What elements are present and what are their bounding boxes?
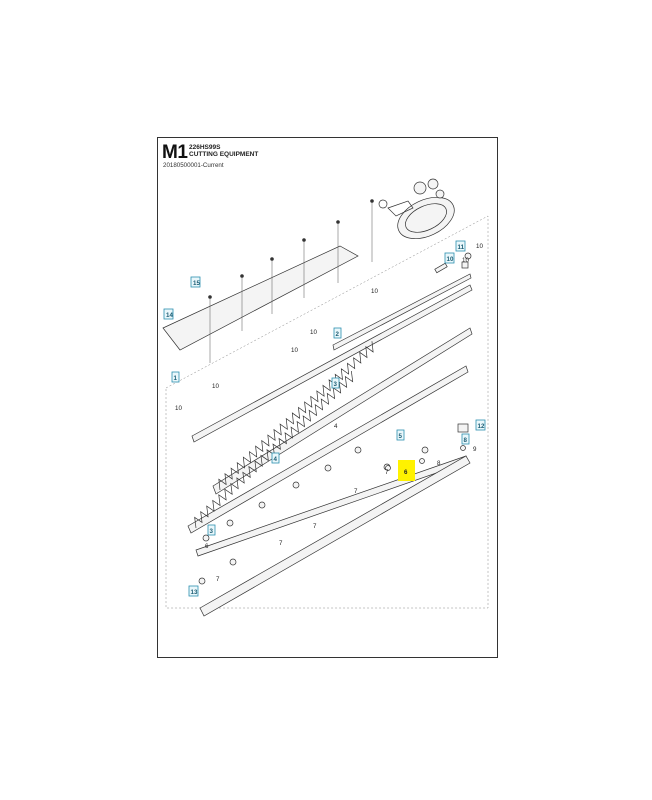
callout-13[interactable] [189, 586, 198, 596]
svg-text:8: 8 [463, 437, 467, 444]
callout-6-highlight[interactable] [398, 460, 415, 481]
svg-text:7: 7 [385, 469, 389, 476]
callout-12[interactable] [476, 420, 485, 430]
callout-2[interactable] [334, 328, 341, 338]
svg-text:14: 14 [166, 312, 173, 319]
svg-text:12: 12 [477, 423, 485, 430]
svg-text:2: 2 [335, 331, 339, 338]
svg-text:6: 6 [205, 543, 209, 550]
callout-10-box[interactable] [445, 253, 454, 263]
svg-text:10: 10 [175, 405, 182, 412]
svg-text:10: 10 [446, 256, 454, 263]
callout-5[interactable] [397, 430, 404, 440]
model-number: 226HS99S [189, 144, 221, 151]
svg-text:10: 10 [476, 243, 483, 250]
svg-text:10: 10 [291, 347, 298, 354]
callout-3-top[interactable] [332, 378, 339, 388]
section-code: M1 [162, 142, 188, 163]
callout-1[interactable] [172, 372, 179, 382]
svg-text:6: 6 [404, 469, 408, 476]
svg-text:7: 7 [216, 576, 220, 583]
clamp-bar [333, 274, 471, 350]
svg-text:3: 3 [209, 528, 213, 535]
svg-text:10: 10 [462, 257, 469, 264]
callout-3-bottom[interactable] [208, 525, 215, 535]
callout-15[interactable] [191, 277, 200, 287]
svg-text:8: 8 [437, 460, 441, 467]
svg-text:1: 1 [173, 375, 177, 382]
svg-text:9: 9 [473, 446, 477, 453]
svg-text:4: 4 [334, 423, 338, 430]
callout-8[interactable] [462, 434, 469, 444]
svg-text:10: 10 [212, 383, 219, 390]
callout-11[interactable] [456, 241, 465, 251]
svg-text:3: 3 [333, 381, 337, 388]
diagram-sheet [157, 137, 498, 658]
serial-range: 20180500001-Current [163, 162, 224, 169]
blade-guard [163, 246, 358, 350]
callout-14[interactable] [164, 309, 173, 319]
svg-text:13: 13 [190, 589, 198, 596]
section-title: CUTTING EQUIPMENT [189, 151, 259, 158]
svg-text:11: 11 [457, 244, 465, 251]
callout-4-top[interactable] [272, 453, 279, 463]
svg-text:5: 5 [398, 433, 402, 440]
svg-text:7: 7 [279, 540, 283, 547]
svg-text:15: 15 [193, 280, 200, 287]
svg-text:10: 10 [310, 329, 317, 336]
svg-text:4: 4 [273, 456, 277, 463]
gear-housing [379, 179, 461, 247]
svg-text:7: 7 [354, 488, 358, 495]
exploded-parts-diagram [158, 138, 499, 659]
svg-text:7: 7 [313, 523, 317, 530]
svg-text:10: 10 [371, 288, 378, 295]
